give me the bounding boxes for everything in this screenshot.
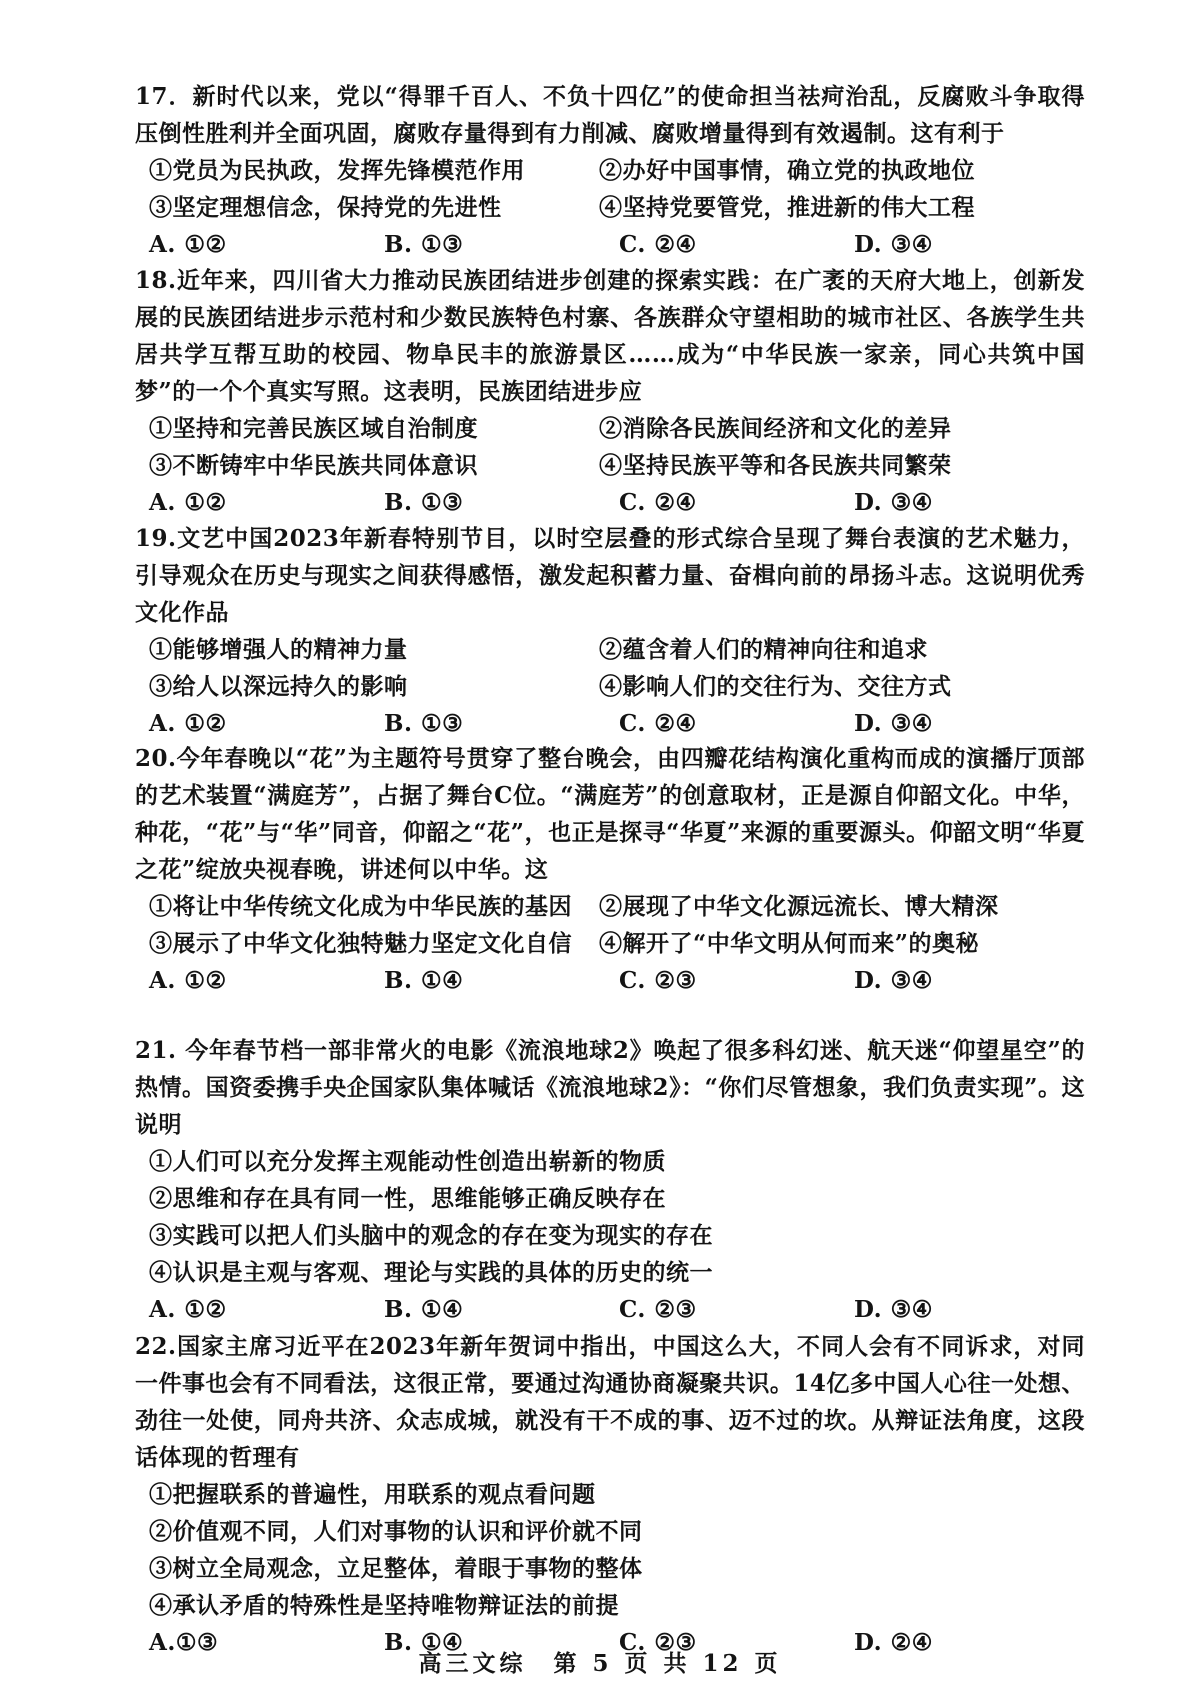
- answer-choices: [149, 484, 1085, 521]
- question-19: [135, 520, 1085, 742]
- option-list: [149, 152, 1085, 226]
- option-2: ②展现了中华文化源远流长、博大精深: [599, 893, 999, 920]
- choice-c: C. ②③: [619, 967, 697, 994]
- option-1: ①将让中华传统文化成为中华民族的基因: [149, 893, 572, 920]
- option-2: ②价值观不同，人们对事物的认识和评价就不同: [149, 1518, 643, 1545]
- choice-b: B. ①④: [384, 967, 464, 994]
- question-stem: 22.国家主席习近平在2023年新年贺词中指出，中国这么大，不同人会有不同诉求，对同一件事也会有不同看法，这很正常，要通过沟通协商凝聚共识。14亿多中国人心往一处想、劲往一处使，同舟共济、众志成城，就没有干不成的事、迈不过的坎。从辩证法角度，这段话体现的哲理有: [135, 1333, 1085, 1471]
- option-list: [149, 888, 1085, 962]
- option-3: ③给人以深远持久的影响: [149, 673, 408, 700]
- choice-c: C. ②④: [619, 710, 697, 737]
- choice-d: D. ②④: [854, 1629, 933, 1656]
- question-18: [135, 262, 1085, 521]
- choice-c: C. ②④: [619, 231, 697, 258]
- option-3: ③展示了中华文化独特魅力坚定文化自信: [149, 930, 572, 957]
- option-1: ①人们可以充分发挥主观能动性创造出崭新的物质: [149, 1148, 666, 1175]
- option-1: ①党员为民执政，发挥先锋模范作用: [149, 157, 525, 184]
- answer-choices: [149, 226, 1085, 263]
- question-21: [135, 1032, 1085, 1328]
- answer-choices: [149, 962, 1085, 999]
- option-list: [149, 1143, 1085, 1291]
- choice-b: B. ①④: [384, 1629, 464, 1656]
- choice-b: B. ①③: [384, 710, 464, 737]
- question-17: [135, 78, 1085, 263]
- choice-d: D. ③④: [854, 710, 933, 737]
- question-stem: 18.近年来，四川省大力推动民族团结进步创建的探索实践：在广袤的天府大地上，创新发展的民族团结进步示范村和少数民族特色村寨、各族群众守望相助的城市社区、各族学生共居共学互帮互助的校园、物阜民丰的旅游景区……成为“中华民族一家亲，同心共筑中国梦”的一个个真实写照。这表明，民族团结进步应: [135, 267, 1085, 405]
- option-3: ③树立全局观念，立足整体，着眼于事物的整体: [149, 1555, 643, 1582]
- option-1: ①能够增强人的精神力量: [149, 636, 408, 663]
- choice-a: A. ①②: [149, 967, 227, 994]
- question-stem: 21. 今年春节档一部非常火的电影《流浪地球2》唤起了很多科幻迷、航天迷“仰望星空”的热情。国资委携手央企国家队集体喊话《流浪地球2》：“你们尽管想象，我们负责实现”。这说明: [135, 1037, 1085, 1138]
- choice-c: C. ②③: [619, 1296, 697, 1323]
- option-2: ②蕴含着人们的精神向往和追求: [599, 636, 928, 663]
- option-4: ④坚持民族平等和各民族共同繁荣: [599, 452, 952, 479]
- option-1: ①坚持和完善民族区域自治制度: [149, 415, 478, 442]
- choice-d: D. ③④: [854, 489, 933, 516]
- question-22: [135, 1328, 1085, 1661]
- option-3: ③坚定理想信念，保持党的先进性: [149, 194, 502, 221]
- choice-b: B. ①③: [384, 231, 464, 258]
- option-2: ②办好中国事情，确立党的执政地位: [599, 157, 975, 184]
- option-list: [149, 410, 1085, 484]
- option-4: ④解开了“中华文明从何而来”的奥秘: [599, 930, 979, 957]
- choice-d: D. ③④: [854, 231, 933, 258]
- choice-a: A.①③: [149, 1629, 219, 1656]
- choice-d: D. ③④: [854, 1296, 933, 1323]
- option-list: [149, 631, 1085, 705]
- option-4: ④认识是主观与客观、理论与实践的具体的历史的统一: [149, 1259, 713, 1286]
- choice-a: A. ①②: [149, 710, 227, 737]
- option-4: ④影响人们的交往行为、交往方式: [599, 673, 952, 700]
- choice-c: C. ②④: [619, 489, 697, 516]
- option-3: ③实践可以把人们头脑中的观念的存在变为现实的存在: [149, 1222, 713, 1249]
- choice-c: C. ②③: [619, 1629, 697, 1656]
- question-stem: 19.文艺中国2023年新春特别节目，以时空层叠的形式综合呈现了舞台表演的艺术魅力，引导观众在历史与现实之间获得感悟，激发起积蓄力量、奋楫向前的昂扬斗志。这说明优秀文化作品: [135, 525, 1085, 626]
- option-2: ②消除各民族间经济和文化的差异: [599, 415, 952, 442]
- choice-a: A. ①②: [149, 1296, 227, 1323]
- question-stem: 20.今年春晚以“花”为主题符号贯穿了整台晚会，由四瓣花结构演化重构而成的演播厅顶部的艺术装置“满庭芳”，占据了舞台C位。“满庭芳”的创意取材，正是源自仰韶文化。中华，种花，“花”与“华”同音，仰韶之“花”，也正是探寻“华夏”来源的重要源头。仰韶文明“华夏之花”绽放央视春晚，讲述何以中华。这: [135, 745, 1085, 883]
- option-3: ③不断铸牢中华民族共同体意识: [149, 452, 478, 479]
- answer-choices: [149, 705, 1085, 742]
- choice-b: B. ①④: [384, 1296, 464, 1323]
- option-4: ④承认矛盾的特殊性是坚持唯物辩证法的前提: [149, 1592, 619, 1619]
- page-footer: 高三文综 第 5 页 共 12 页: [418, 1650, 782, 1677]
- choice-a: A. ①②: [149, 489, 227, 516]
- choice-b: B. ①③: [384, 489, 464, 516]
- choice-d: D. ③④: [854, 967, 933, 994]
- choice-a: A. ①②: [149, 231, 227, 258]
- question-20: [135, 740, 1085, 999]
- answer-choices: [149, 1291, 1085, 1328]
- option-1: ①把握联系的普遍性，用联系的观点看问题: [149, 1481, 596, 1508]
- question-stem: 17．新时代以来，党以“得罪千百人、不负十四亿”的使命担当祛疴治乱，反腐败斗争取得压倒性胜利并全面巩固，腐败存量得到有力削减、腐败增量得到有效遏制。这有利于: [135, 83, 1085, 147]
- option-2: ②思维和存在具有同一性，思维能够正确反映存在: [149, 1185, 666, 1212]
- option-list: [149, 1476, 1085, 1624]
- option-4: ④坚持党要管党，推进新的伟大工程: [599, 194, 975, 221]
